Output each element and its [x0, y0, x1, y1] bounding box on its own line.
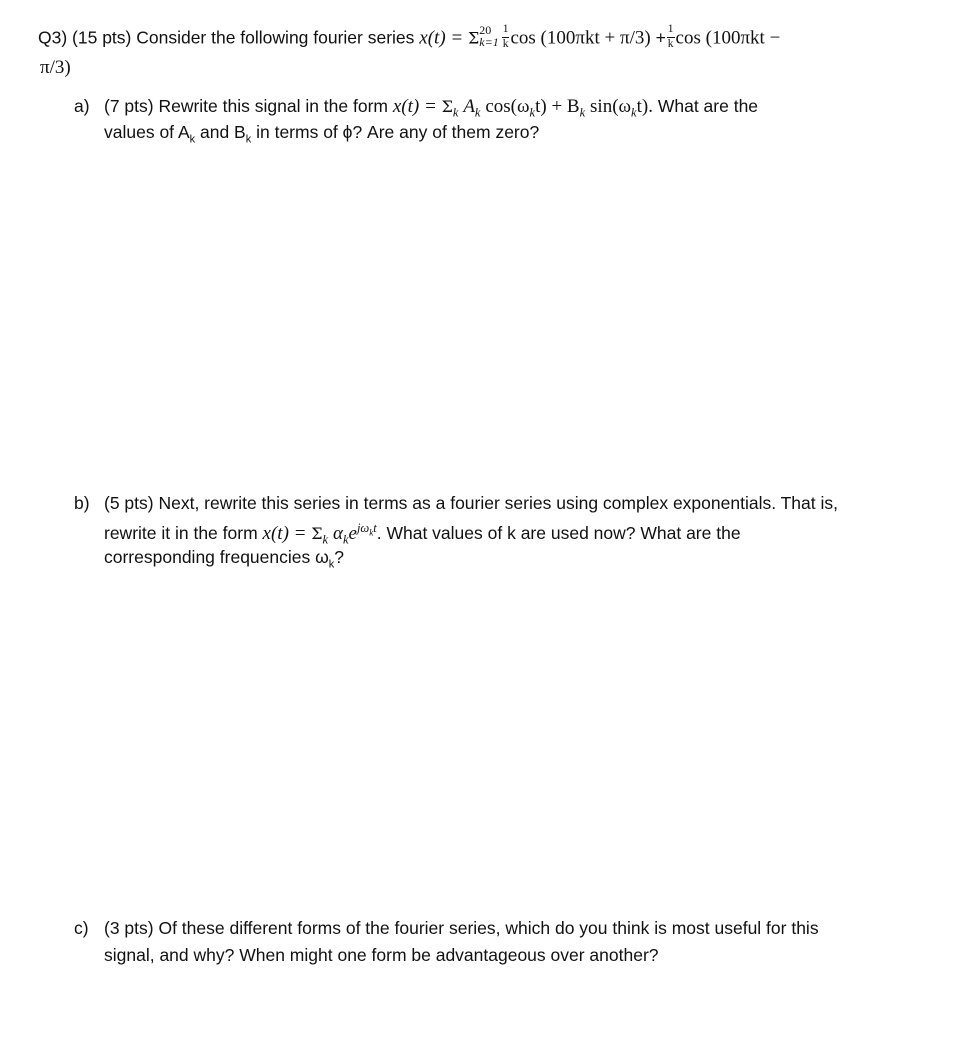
part-a-text2: What are the	[657, 96, 759, 116]
part-a-omega-sub: k	[529, 105, 536, 120]
part-b-label: b)	[74, 493, 90, 513]
part-b-exponent	[356, 521, 377, 538]
term-2-continuation: π/3)	[40, 57, 71, 78]
part-b-sigma: Σ	[311, 523, 323, 543]
part-a-line2	[104, 124, 539, 146]
part-a-eq-lhs: x(t) =	[392, 96, 442, 117]
part-a-t-plus-B: t) + B	[535, 96, 580, 117]
part-a-omega-sub-2: k	[631, 105, 637, 120]
frac-numerator-2: 1	[667, 24, 675, 38]
part-a-text1: (7 pts) Rewrite this signal in the form	[104, 96, 388, 116]
part-b-alpha: α	[332, 522, 343, 544]
sum-limits	[479, 24, 498, 48]
sigma-symbol: Σ	[467, 28, 480, 48]
question-header	[38, 23, 781, 52]
part-a-sigma-sub: k	[452, 105, 459, 120]
frac-denominator: k	[502, 37, 509, 50]
part-a-sigma: Σ	[441, 97, 453, 116]
sum-lower: k=1	[479, 35, 499, 49]
part-b-exp-k: k	[369, 527, 374, 538]
part-a-B-sub: k	[579, 105, 586, 120]
part-b-line2a: rewrite it in the form	[104, 522, 258, 543]
part-a-line2c: in terms of ϕ? Are any of them zero?	[256, 122, 540, 142]
part-a-sin: sin(ω	[590, 96, 632, 117]
plus-sign: +	[655, 27, 666, 48]
term-2: cos (100πkt −	[675, 27, 781, 49]
part-c-text1: (3 pts) Of these different forms of the fourier series, which do you think is most useful for this	[104, 918, 819, 938]
part-b-text1: (5 pts) Next, rewrite this series in terms as a fourier series using complex exponentials. That is,	[104, 493, 838, 513]
part-b-wk-sub: k	[328, 558, 335, 571]
part-a-A: A	[463, 96, 475, 117]
frac-denominator-2: k	[667, 37, 674, 50]
part-c-line1	[74, 920, 819, 938]
part-b-line3b: ?	[334, 547, 344, 567]
part-a-label: a)	[74, 96, 90, 116]
part-a-line2b: and B	[200, 122, 246, 142]
part-b-line2b: . What values of k are used now? What are the	[376, 522, 741, 543]
part-c-label: c)	[74, 918, 89, 938]
part-c-line2: signal, and why? When might one form be advantageous over another?	[104, 945, 659, 965]
part-b-eq-lhs: x(t) =	[262, 522, 312, 544]
part-a-Bk-sub: k	[245, 133, 252, 146]
part-b-e: e	[348, 522, 357, 544]
fraction-1-k-2	[667, 24, 675, 50]
sum-upper: 20	[479, 23, 492, 37]
question-title: Q3) (15 pts) Consider the following fourier series	[38, 27, 415, 48]
part-b-sigma-sub: k	[322, 532, 329, 547]
part-b-line2	[104, 522, 741, 546]
part-a-line2a: values of A	[104, 122, 190, 142]
term-1: cos (100πkt + π/3)	[510, 27, 651, 49]
part-b-exp-t: t	[373, 521, 377, 535]
frac-numerator: 1	[502, 24, 510, 38]
part-b-exp-jw: jω	[356, 521, 370, 535]
fraction-1-k	[502, 24, 510, 50]
equation-lhs: x(t) =	[419, 27, 468, 49]
part-a-cos: cos(ω	[485, 96, 530, 117]
part-a-A-sub: k	[474, 105, 481, 120]
part-a-line1	[74, 97, 758, 119]
part-a-Ak-sub: k	[189, 133, 196, 146]
part-b-line3	[104, 549, 344, 571]
part-b-alpha-sub: k	[342, 532, 349, 547]
part-b-line1	[74, 495, 838, 513]
part-b-line3a: corresponding frequencies ω	[104, 547, 329, 567]
part-a-t-close: t).	[636, 96, 653, 117]
